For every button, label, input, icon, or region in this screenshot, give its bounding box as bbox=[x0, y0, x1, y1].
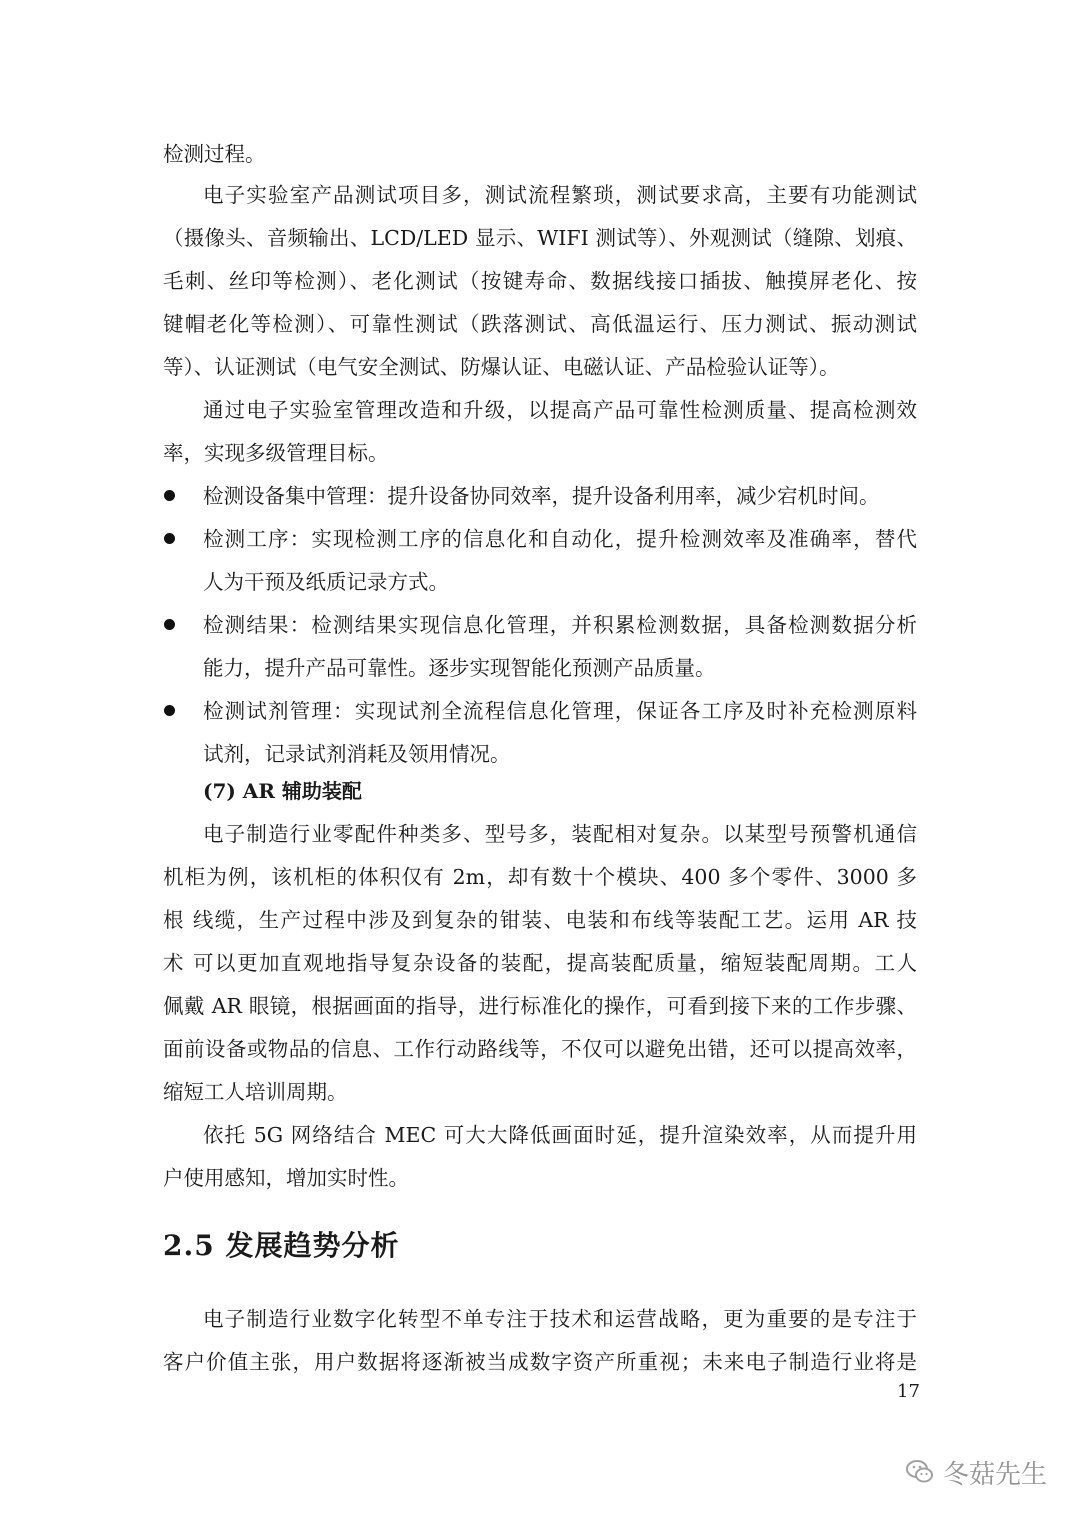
paragraph-line: 客户价值主张，用户数据将逐渐被当成数字资产所重视；未来电子制造行业将是 bbox=[163, 1350, 917, 1374]
paragraph-line: 根 线缆，生产过程中涉及到复杂的钳装、电装和布线等装配工艺。运用 AR 技 bbox=[163, 908, 917, 932]
paragraph-line: 率，实现多级管理目标。 bbox=[163, 441, 389, 465]
paragraph-line: 面前设备或物品的信息、工作行动路线等，不仅可以避免出错，还可以提高效率， bbox=[163, 1037, 917, 1061]
watermark-text: 冬菇先生 bbox=[943, 1459, 1048, 1490]
bullet-icon bbox=[164, 705, 175, 716]
paragraph-line: （摄像头、音频输出、LCD/LED 显示、WIFI 测试等）、外观测试（缝隙、划痕、 bbox=[163, 226, 917, 250]
paragraph-line: 术 可以更加直观地指导复杂设备的装配，提高装配质量，缩短装配周期。工人 bbox=[163, 951, 917, 975]
section-title: 2.5 发展趋势分析 bbox=[163, 1229, 400, 1262]
bullet-icon bbox=[164, 619, 175, 630]
paragraph-line: 缩短工人培训周期。 bbox=[163, 1080, 348, 1104]
bullet-line: 人为干预及纸质记录方式。 bbox=[203, 570, 449, 594]
bullet-icon bbox=[164, 533, 175, 544]
bullet-line: 检测结果：检测结果实现信息化管理，并积累检测数据，具备检测数据分析 bbox=[203, 613, 917, 637]
paragraph-line: 毛刺、丝印等检测）、老化测试（按键寿命、数据线接口插拔、触摸屏老化、按 bbox=[163, 269, 917, 293]
paragraph-line: 电子制造行业数字化转型不单专注于技术和运营战略，更为重要的是专注于 bbox=[203, 1307, 917, 1331]
paragraph-line: 检测过程。 bbox=[163, 142, 266, 166]
bullet-line: 试剂，记录试剂消耗及领用情况。 bbox=[203, 742, 511, 766]
paragraph-line: 佩戴 AR 眼镜，根据画面的指导，进行标准化的操作，可看到接下来的工作步骤、 bbox=[163, 994, 917, 1018]
paragraph-line: 通过电子实验室管理改造和升级，以提高产品可靠性检测质量、提高检测效 bbox=[203, 398, 917, 422]
paragraph-line: 键帽老化等检测）、可靠性测试（跌落测试、高低温运行、压力测试、振动测试 bbox=[163, 312, 917, 336]
bullet-line: 能力，提升产品可靠性。逐步实现智能化预测产品质量。 bbox=[203, 656, 716, 680]
watermark bbox=[905, 1455, 1047, 1489]
paragraph-line: 电子实验室产品测试项目多，测试流程繁琐，测试要求高，主要有功能测试 bbox=[203, 183, 917, 207]
bullet-line: 检测工序：实现检测工序的信息化和自动化，提升检测效率及准确率，替代 bbox=[203, 527, 917, 551]
paragraph-line: 电子制造行业零配件种类多、型号多，装配相对复杂。以某型号预警机通信 bbox=[203, 822, 917, 846]
bullet-icon bbox=[164, 490, 175, 501]
paragraph-line: 机柜为例，该机柜的体积仅有 2m，却有数十个模块、400 多个零件、3000 多 bbox=[163, 865, 917, 889]
subheading: (7) AR 辅助装配 bbox=[203, 779, 362, 803]
bullet-line: 检测试剂管理：实现试剂全流程信息化管理，保证各工序及时补充检测原料 bbox=[203, 699, 917, 723]
paragraph-line: 依托 5G 网络结合 MEC 可大大降低画面时延，提升渲染效率，从而提升用 bbox=[203, 1123, 917, 1147]
paragraph-line: 等）、认证测试（电气安全测试、防爆认证、电磁认证、产品检验认证等）。 bbox=[163, 355, 840, 379]
paragraph-line: 户使用感知，增加实时性。 bbox=[163, 1166, 409, 1190]
wechat-icon bbox=[905, 1457, 935, 1487]
page-number: 17 bbox=[897, 1381, 920, 1402]
bullet-line: 检测设备集中管理：提升设备协同效率，提升设备利用率，减少宕机时间。 bbox=[203, 484, 880, 508]
